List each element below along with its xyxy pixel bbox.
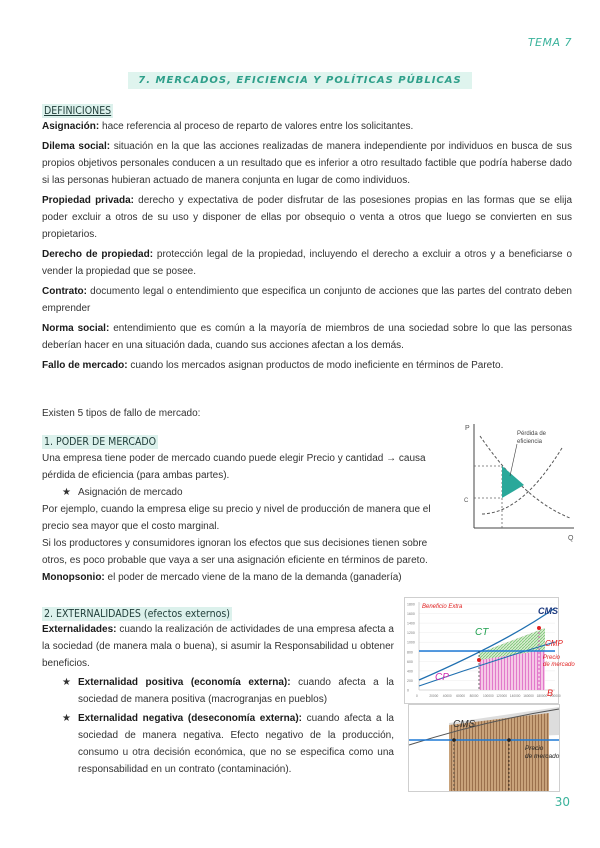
externalities-text: cuando la realización de actividades de una empresa afecta a la sociedad (de manera mala o buena), si asumir la Responsabilidad u obtener beneficios. [42,624,394,669]
market-power-graph [462,418,582,542]
externalities-term: Externalidades: [42,624,117,635]
definition-item [42,320,572,354]
bullet-text: cuando afecta a la sociedad de manera negativa. Efecto negativo de la producción, consumo u otra decisión económica, que no se especifica como una responsabilidad en un contrato (contaminación). [78,713,394,775]
definition-term: Asignación: [42,121,100,132]
star-icon: ★ [62,677,71,688]
chart1-y-tick: 400 [407,669,413,674]
chart1-x-tick: 140000 [509,694,521,698]
chart1-x-tick: 20000 [429,694,439,698]
chart1-x-tick: 40000 [442,694,452,698]
chart1-y-tick: 1800 [407,602,415,607]
positive-externality-item [42,674,394,708]
failures-intro: Existen 5 tipos de fallo de mercado: [42,408,201,419]
monopsonio-term: Monopsonio: [42,572,105,583]
chart1-y-tick: 600 [407,659,413,664]
page-title: 7. MERCADOS, EFICIENCIA Y POLÍTICAS PÚBLICAS [128,72,471,89]
chart1-x-tick: 0 [416,694,418,698]
title-row [0,70,600,89]
cms-label: CMS [538,606,558,616]
chart1-point [477,658,481,662]
definition-term: Propiedad privada: [42,195,134,206]
definition-term: Norma social: [42,323,110,334]
definition-text: documento legal o entendimiento que especifica un conjunto de acciones que las partes del contrato deben emprender [42,286,572,314]
chart1-y-tick: 800 [407,650,413,655]
definition-item [42,138,572,189]
chart1-x-ticks [416,694,561,698]
chart2-price-label: Precio [525,745,544,752]
section2-heading-wrap [42,604,232,622]
section2-heading: 2. EXTERNALIDADES (efectos externos) [44,608,230,620]
section1-paragraph: Por ejemplo, cuando la empresa elige su precio y nivel de producción de manera que el precio sea mayor que el costo marginal. [42,504,431,532]
definition-text: entendimiento que es común a la mayoría de miembros de una sociedad sobre lo que las personas deberían hacer en una situación dada, cuando sus acciones afectan a los demás. [42,323,572,351]
deadweight-loss-area [502,466,524,498]
chart1-point [537,626,541,630]
externalities-chart-bottom [408,704,560,792]
definition-text: cuando los mercados asignan productos de modo ineficiente en términos de Pareto. [127,360,504,371]
price-label: Precio [543,655,561,661]
monopsonio-text: el poder de mercado viene de la mano de la demanda (ganadería) [104,572,402,583]
externalities-chart-top [404,597,575,704]
chart1-x-tick: 120000 [496,694,508,698]
chart1-x-tick: 60000 [456,694,466,698]
bullet-text: cuando afecta a la sociedad de manera positiva (macrogranjas en pueblos) [78,677,394,705]
topic-label: TEMA 7 [527,36,572,49]
chart1-y-tick: 0 [407,688,409,693]
definitions-list [42,118,572,374]
annotation-pointer [510,444,517,476]
definitions-heading: DEFINICIONES [44,105,112,117]
annotation-line2: eficiencia [517,439,543,445]
bullet-term: Externalidad positiva (economía externa): [78,677,291,688]
definition-term: Contrato: [42,286,87,297]
chart1-y-tick: 1600 [407,612,415,617]
definition-term: Fallo de mercado: [42,360,128,371]
definition-item [42,246,572,280]
chart1-x-tick: 160000 [523,694,534,698]
chart1-y-tick: 1000 [407,640,415,645]
chart2-point [507,738,511,742]
star-icon: ★ [62,487,71,498]
cmp-label: CMP [545,639,563,648]
chart1-x-tick: 80000 [469,694,479,698]
section1-body [42,450,452,586]
section1-heading-wrap [42,432,158,450]
chart2-market-label: de mercado [525,753,560,760]
negative-externality-item [42,710,394,778]
monopsonio-paragraph [42,569,452,586]
definition-item [42,118,572,135]
page-number: 30 [554,795,570,809]
ct-label: CT [475,627,489,638]
chart1-x-tick: 200000 [550,694,561,698]
definition-text: hace referencia al proceso de reparto de valores entre los solicitantes. [99,121,414,132]
star-icon: ★ [62,713,71,724]
market-label: de mercado [543,662,575,668]
chart2-cms-label: CMS [453,719,476,730]
section1-heading: 1. PODER DE MERCADO [44,436,157,448]
chart1-x-tick: 180000 [536,694,548,698]
chart1-y-tick: 200 [407,678,413,683]
section1-paragraph: Una empresa tiene poder de mercado cuando puede elegir Precio y cantidad → causa pérdida de eficiencia (para ambas partes). [42,453,426,481]
definition-term: Dilema social: [42,141,111,152]
chart1-y-tick: 1400 [407,621,415,626]
chart1-y-tick: 1200 [407,631,415,636]
graph-p-label: P [465,425,470,432]
b-label: B [547,688,554,698]
demand-curve [480,436,570,518]
definition-item [42,192,572,243]
chart1-annotation-top: Beneficio Extra [422,604,463,610]
section1-bullet [42,484,452,501]
definition-text: situación en la que las acciones realizadas de manera independiente por individuos en busca de sus propios objetivos personales conducen a un resultado que es inferior a otro resultado factible que podría haberse dado si las personas hubieran actuado de manera conjunta en lugar de como individuos. [42,141,572,186]
definition-item [42,283,572,317]
graph-q-label: Q [568,535,574,542]
definitions-heading-wrap [42,101,113,119]
definition-text: protección legal de la propiedad, incluyendo el derecho a excluir a otros y a beneficiarse o vender la propiedad que se posee. [42,249,573,277]
section1-paragraph: Si los productores y consumidores ignoran los efectos que sus decisiones tienen sobre otros, es poco probable que vaya a ser una asignación eficiente en términos de pareto. [42,538,428,566]
definition-item [42,357,572,374]
section1-bullet-text: Asignación de mercado [78,487,183,498]
externalities-definition [42,621,394,672]
marginal-cost-curve [482,448,562,514]
bullet-term: Externalidad negativa (deseconomía externa): [78,713,303,724]
chart2-point [452,738,456,742]
annotation-line1: Pérdida de [517,431,547,437]
cp-label: CP [435,672,449,683]
chart1-x-tick: 100000 [483,694,494,698]
definition-term: Derecho de propiedad: [42,249,154,260]
section2-body [42,621,394,778]
cost-axis-mark: C [464,498,469,504]
definition-text: derecho y expectativa de poder disfrutar de las posesiones propias en las formas que se elija poder excluir a otros de su uso y disponer de ellas por obsequio o venta a otros que luego se convierten en sus propietarios. [42,195,572,240]
